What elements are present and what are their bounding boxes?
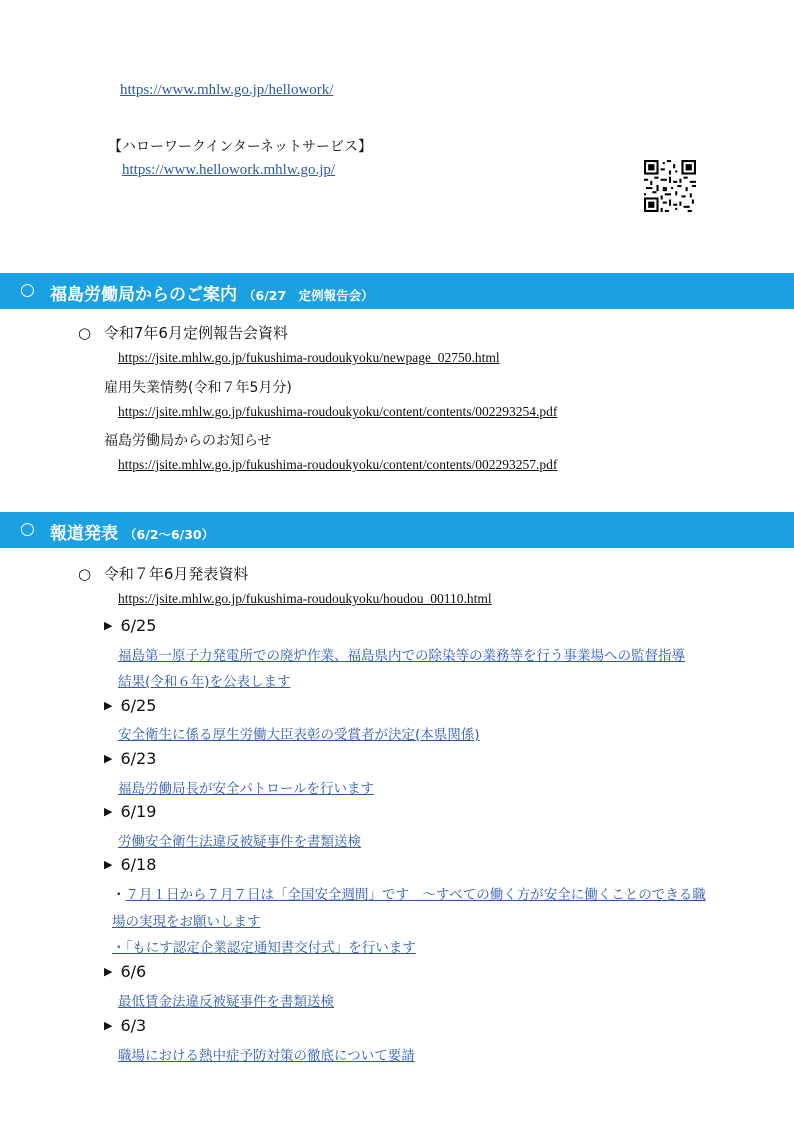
triangle-bullet-icon: ▶ xyxy=(104,699,113,712)
triangle-bullet-icon: ▶ xyxy=(104,805,113,818)
section-title: 報道発表 xyxy=(50,524,118,544)
triangle-bullet-icon: ▶ xyxy=(104,858,113,871)
news-date xyxy=(104,616,156,635)
section-title: 福島労働局からのご案内 xyxy=(50,285,237,305)
press-heading-text: 令和７年6月発表資料 xyxy=(103,565,249,583)
banner-title xyxy=(50,280,374,305)
news-link[interactable]: 福島第一原子力発電所での廃炉作業、福島県内での除染等の業務等を行う事業場への監督指導 xyxy=(118,648,685,664)
report-heading-text: 令和7年6月定例報告会資料 xyxy=(103,324,288,342)
circle-bullet-icon: ○ xyxy=(78,324,92,342)
notice-label: 福島労働局からのお知らせ xyxy=(104,433,272,449)
report-heading xyxy=(78,322,288,343)
news-date-text: 6/25 xyxy=(120,696,157,715)
internet-service-link[interactable]: https://www.hellowork.mhlw.go.jp/ xyxy=(122,162,336,178)
news-link[interactable]: ・「もにす認定企業認定通知書交付式」を行います xyxy=(112,940,416,956)
news-link[interactable]: 福島労働局長が安全パトロールを行います xyxy=(118,781,374,797)
triangle-bullet-icon: ▶ xyxy=(104,1019,113,1032)
news-link[interactable]: 職場における熱中症予防対策の徹底について要請 xyxy=(118,1048,415,1064)
internet-service-label: 【ハローワークインターネットサービス】 xyxy=(108,139,373,155)
triangle-bullet-icon: ▶ xyxy=(104,752,113,765)
qr-code-icon xyxy=(644,160,696,212)
news-date xyxy=(104,1016,146,1035)
news-date xyxy=(104,802,156,821)
news-date-text: 6/19 xyxy=(120,802,157,821)
dot-bullet: ・ xyxy=(112,887,126,903)
news-link[interactable]: 最低賃金法違反被疑事件を書類送検 xyxy=(118,994,334,1010)
news-date-text: 6/3 xyxy=(120,1016,147,1035)
press-heading xyxy=(78,563,248,584)
section-subtitle: （6/27 定例報告会） xyxy=(243,288,374,303)
banner-circle-icon: ○ xyxy=(20,519,35,539)
news-date xyxy=(104,962,146,981)
news-link[interactable]: 場の実現をお願いします xyxy=(112,914,261,930)
report-link[interactable]: https://jsite.mhlw.go.jp/fukushima-roudoukyoku/newpage_02750.html xyxy=(118,350,500,365)
news-date xyxy=(104,749,156,768)
banner-circle-icon: ○ xyxy=(20,280,35,300)
news-date xyxy=(104,696,156,715)
notice-link[interactable]: https://jsite.mhlw.go.jp/fukushima-roudoukyoku/content/contents/002293257.pdf xyxy=(118,457,558,472)
news-date xyxy=(104,855,156,874)
news-link[interactable]: 労働安全衛生法違反被疑事件を書類送検 xyxy=(118,834,361,850)
section-banner-press xyxy=(0,512,794,548)
news-line xyxy=(112,883,706,903)
news-link[interactable]: ７月１日から７月７日は「全国安全週間」です ～すべての働く方が安全に働くことのできる職 xyxy=(125,887,706,903)
circle-bullet-icon: ○ xyxy=(78,565,92,583)
section-subtitle: （6/2～6/30） xyxy=(124,527,215,542)
news-date-text: 6/6 xyxy=(120,962,147,981)
triangle-bullet-icon: ▶ xyxy=(104,619,113,632)
section-banner-fukushima xyxy=(0,273,794,309)
news-link[interactable]: 安全衛生に係る厚生労働大臣表彰の受賞者が決定(本県関係) xyxy=(118,727,480,743)
news-date-text: 6/18 xyxy=(120,855,157,874)
banner-title xyxy=(50,519,214,544)
news-date-text: 6/23 xyxy=(120,749,157,768)
news-link[interactable]: 結果(令和６年)を公表します xyxy=(118,674,291,690)
hellowork-link[interactable]: https://www.mhlw.go.jp/hellowork/ xyxy=(120,82,334,98)
employment-label: 雇用失業情勢(令和７年5月分) xyxy=(104,380,292,396)
news-date-text: 6/25 xyxy=(120,616,157,635)
press-link[interactable]: https://jsite.mhlw.go.jp/fukushima-roudoukyoku/houdou_00110.html xyxy=(118,591,492,606)
triangle-bullet-icon: ▶ xyxy=(104,965,113,978)
employment-link[interactable]: https://jsite.mhlw.go.jp/fukushima-roudoukyoku/content/contents/002293254.pdf xyxy=(118,404,558,419)
